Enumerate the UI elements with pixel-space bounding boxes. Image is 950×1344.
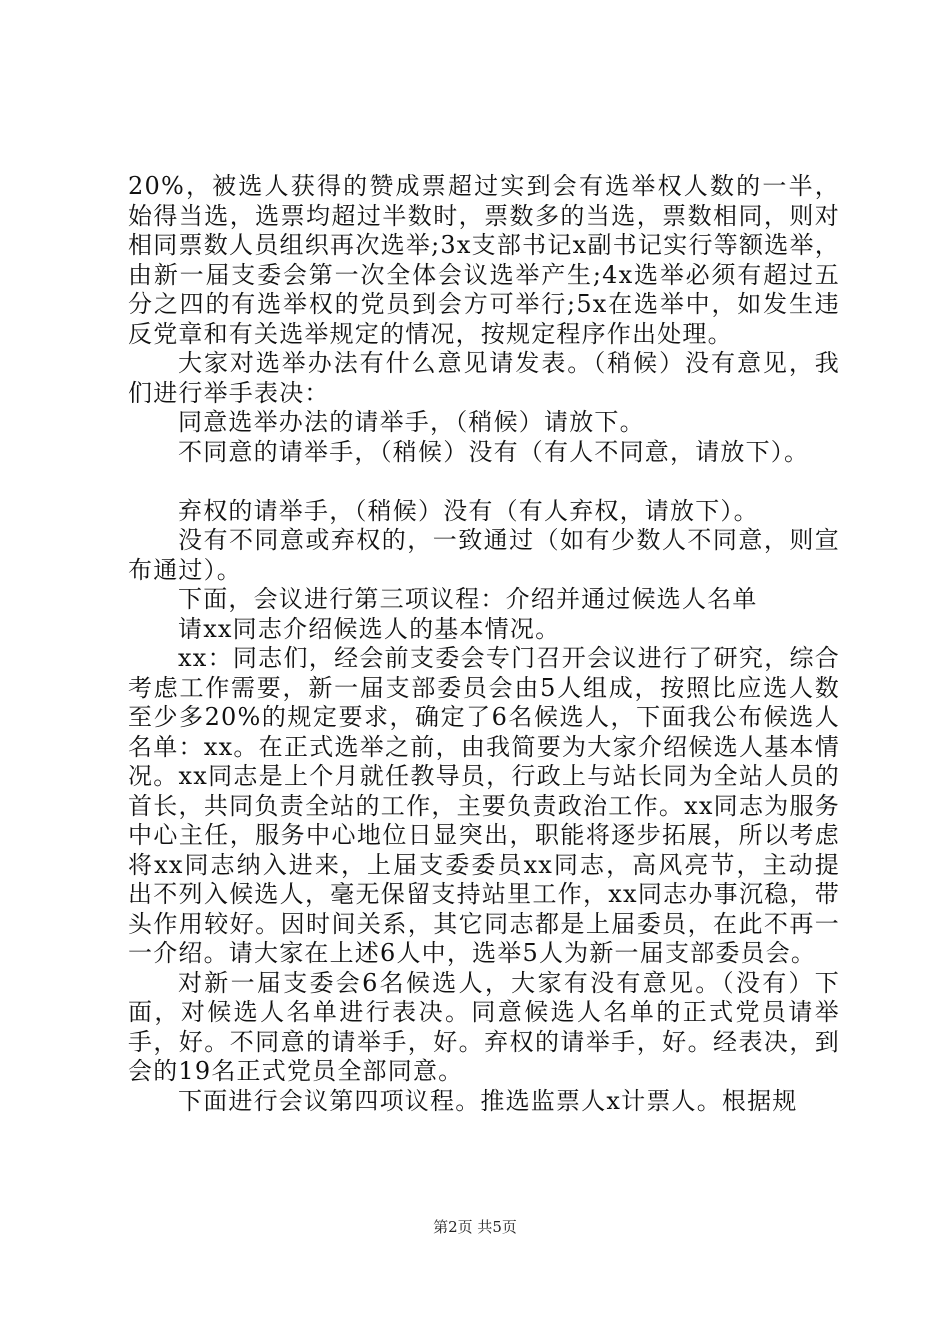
paragraph-fourth-agenda: 下面进行会议第四项议程。推选监票人x计票人。根据规 bbox=[178, 1086, 798, 1115]
document-body bbox=[128, 172, 840, 1116]
paragraph-candidate-details: xx：同志们，经会前支委会专门召开会议进行了研究，综合考虑工作需要，新一届支部委员会由5人组成，按照比应选人数至少多20%的规定要求，确定了6名候选人，下面我公布候选人名单：xx。在正式选举之前，由我简要为大家介绍候选人基本情况。xx同志是上个月就任教导员，行政上与站长同为全站人员的首长，共同负责全站的工作，主要负责政治工作。xx同志为服务中心主任，服务中心地位日显突出，职能将逐步拓展，所以考虑将xx同志纳入进来，上届支委委员xx同志，高风亮节，主动提出不列入候选人，毫无保留支持站里工作，xx同志办事沉稳，带头作用较好。因时间关系，其它同志都是上届委员，在此不再一一介绍。请大家在上述6人中，选举5人为新一届支部委员会。 bbox=[128, 644, 840, 967]
paragraph-opinion-request: 大家对选举办法有什么意见请发表。（稍候）没有意见，我们进行举手表决： bbox=[128, 349, 840, 407]
paragraph-candidate-vote: 对新一届支委会6名候选人，大家有没有意见。（没有）下面，对候选人名单进行表决。同意候选人名单的正式党员请举手，好。不同意的请举手，好。弃权的请举手，好。经表决，到会的19名正式党员全部同意。 bbox=[128, 968, 840, 1085]
paragraph-third-agenda: 下面，会议进行第三项议程：介绍并通过候选人名单 bbox=[178, 585, 758, 613]
paragraph-election-rules: 20%，被选人获得的赞成票超过实到会有选举权人数的一半，始得当选，选票均超过半数时，票数多的当选，票数相同，则对相同票数人员组织再次选举;3x支部书记x副书记实行等额选举，由新一届支委会第一次全体会议选举产生;4x选举必须有超过五分之四的有选举权的党员到会方可举行;5x在选举中，如发生违反党章和有关选举规定的情况，按规定程序作出处理。 bbox=[128, 172, 840, 348]
paragraph-unanimous-pass: 没有不同意或弃权的，一致通过（如有少数人不同意，则宣布通过）。 bbox=[128, 526, 840, 584]
paragraph-spacer bbox=[128, 467, 840, 497]
paragraph-disagree-vote: 不同意的请举手，（稍候）没有（有人不同意，请放下）。 bbox=[178, 437, 810, 466]
paragraph-agree-vote: 同意选举办法的请举手，（稍候）请放下。 bbox=[178, 408, 645, 436]
paragraph-introduce-candidates: 请xx同志介绍候选人的基本情况。 bbox=[178, 614, 561, 643]
paragraph-abstain-vote: 弃权的请举手，（稍候）没有（有人弃权，请放下）。 bbox=[178, 496, 759, 525]
page-number-footer: 第2页 共5页 bbox=[433, 1218, 517, 1236]
